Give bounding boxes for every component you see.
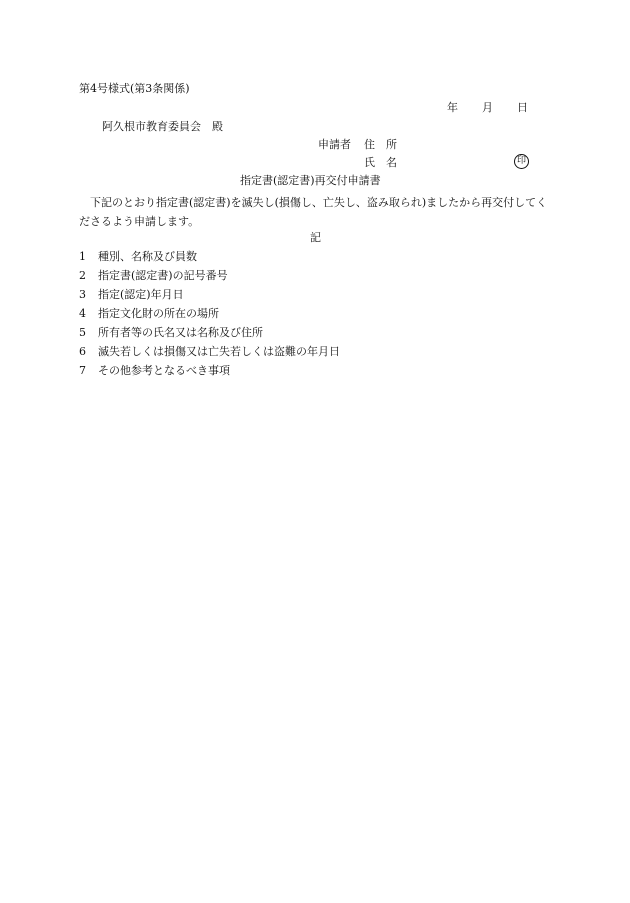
form-number: 第4号様式(第3条関係) bbox=[79, 82, 190, 95]
name-label: 氏 名 bbox=[364, 156, 397, 169]
list-item: 4 指定文化財の所在の場所 bbox=[79, 307, 219, 320]
body-paragraph: 下記のとおり指定書(認定書)を滅失し(損傷し、亡失し、盗み取られ)ましたから再交付してくださるよう申請します。 bbox=[79, 196, 548, 228]
date-year-label: 年 bbox=[447, 101, 458, 114]
list-item: 2 指定書(認定書)の記号番号 bbox=[79, 269, 228, 282]
applicant-label: 申請者 bbox=[318, 138, 351, 151]
list-item: 1 種別、名称及び員数 bbox=[79, 250, 197, 263]
list-item: 7 その他参考となるべき事項 bbox=[79, 364, 230, 377]
list-item: 6 滅失若しくは損傷又は亡失若しくは盗難の年月日 bbox=[79, 345, 340, 358]
item-list bbox=[79, 251, 340, 384]
date-month-label: 月 bbox=[482, 101, 493, 114]
seal-mark: 印 bbox=[514, 154, 529, 169]
date-day-label: 日 bbox=[517, 101, 528, 114]
document-title: 指定書(認定書)再交付申請書 bbox=[240, 174, 381, 187]
ki-heading: 記 bbox=[310, 231, 321, 244]
addressee: 阿久根市教育委員会 殿 bbox=[102, 120, 223, 133]
address-label: 住 所 bbox=[364, 138, 397, 151]
list-item: 3 指定(認定)年月日 bbox=[79, 288, 184, 301]
list-item: 5 所有者等の氏名又は名称及び住所 bbox=[79, 326, 263, 339]
